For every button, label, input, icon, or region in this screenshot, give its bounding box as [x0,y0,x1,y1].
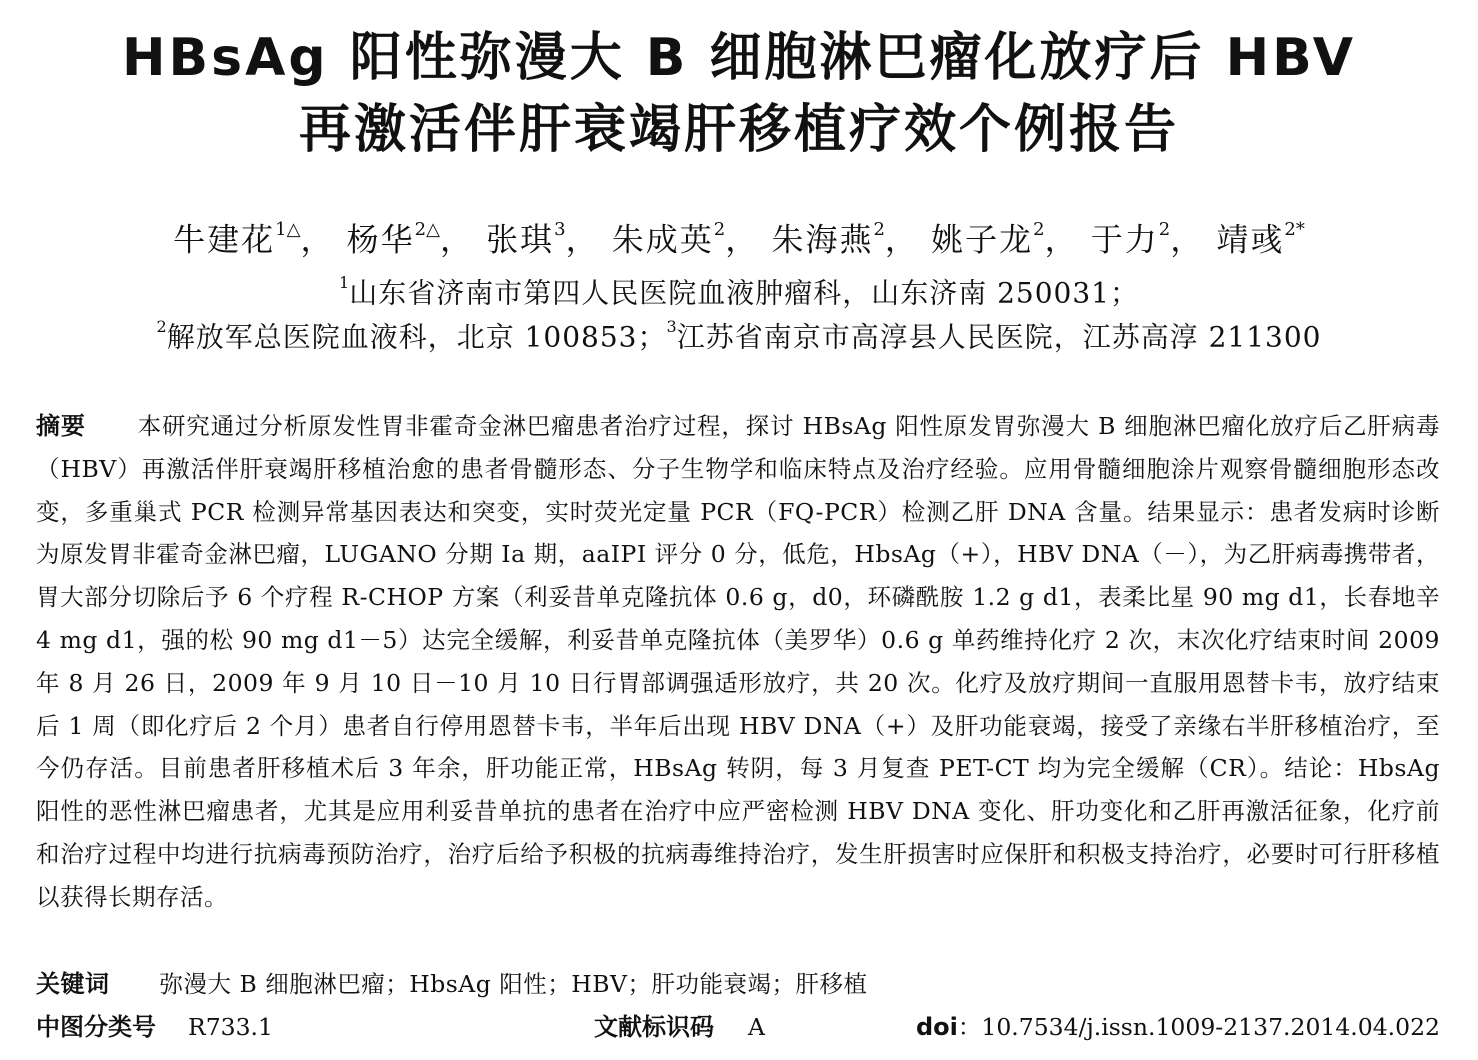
author-name: 朱成英 [611,220,714,259]
doi-label: doi [915,1013,958,1041]
clc-value: R733.1 [188,1013,273,1041]
author-name: 张琪 [486,220,555,259]
author-affiliation-mark: 1△ [275,219,301,240]
affiliation-mark: 2 [156,317,167,336]
author-name: 朱海燕 [771,220,874,259]
affiliation-line-2 [40,312,1438,356]
author-affiliation-mark: 3 [554,219,566,240]
classification-row [36,1007,1440,1047]
clc-label: 中图分类号 [36,1013,156,1041]
keywords-text: 弥漫大 B 细胞淋巴瘤；HbsAg 阳性；HBV；肝功能衰竭；肝移植 [159,970,868,998]
author-affiliation-mark: 2 [713,219,726,240]
abstract-text: 本研究通过分析原发性胃非霍奇金淋巴瘤患者治疗过程，探讨 HBsAg 阳性原发胃弥漫大 B 细胞淋巴瘤化放疗后乙肝病毒（HBV）再激活伴肝衰竭肝移植治愈的患者骨髓形态、分子生物学和临床特点及治疗经验。应用骨髓细胞涂片观察骨髓细胞形态改变，多重巢式 PCR 检测异常基因表达和突变，实时荧光定量 PCR（FQ-PCR）检测乙肝 DNA 含量。结果显示：患者发病时诊断为原发胃非霍奇金淋巴瘤，LUGANO 分期 Ⅰa 期，aaIPI 评分 0 分，低危，HbsAg（+），HBV DNA（－），为乙肝病毒携带者，胃大部分切除后予 6 个疗程 R-CHOP 方案（利妥昔单克隆抗体 0.6 g，d0，环磷酰胺 1.2 g d1，表柔比星 90 mg d1，长春地辛 4 mg d1，强的松 90 mg d1－5）达完全缓解，利妥昔单克隆抗体（美罗华）0.6 g 单药维持化疗 2 次，末次化疗结束时间 2009 年 8 月 26 日，2009 年 9 月 10 日－10 月 10 日行胃部调强适形放疗，共 20 次。化疗及放疗期间一直服用恩替卡韦，放疗结束后 1 周（即化疗后 2 个月）患者自行停用恩替卡韦，半年后出现 HBV DNA（+）及肝功能衰竭，接受了亲缘右半肝移植治疗，至今仍存活。目前患者肝移植术后 3 年余，肝功能正常，HBsAg 转阴，每 3 月复查 PET-CT 均为完全缓解（CR）。结论：HbsAg 阳性的恶性淋巴瘤患者，尤其是应用利妥昔单抗的患者在治疗中应严密检测 HBV DNA 变化、肝功变化和乙肝再激活征象，化疗前和治疗过程中均进行抗病毒预防治疗，治疗后给予积极的抗病毒维持治疗，发生肝损害时应保肝和积极支持治疗，必要时可行肝移植以获得长期存活。 [36,412,1440,911]
affiliation-mark: 3 [666,317,677,336]
doi [916,1007,1440,1047]
keywords [36,964,1440,1004]
abstract-label: 摘要 [36,412,86,440]
clc-number [36,1007,273,1047]
paper-title-line-2: 再激活伴肝衰竭肝移植疗效个例报告 [298,100,1179,160]
affiliation-text: 山东省济南市第四人民医院血液肿瘤科，山东济南 250031； [349,276,1139,310]
paper-title-line-1: HBsAg 阳性弥漫大 B 细胞淋巴瘤化放疗后 HBV [122,28,1356,88]
affiliation-line-1 [40,268,1438,312]
document-code-value: A [748,1013,765,1041]
author-affiliation-mark: 2 [873,219,885,240]
keywords-label: 关键词 [36,970,110,998]
author-affiliation-mark: 2 [1158,219,1171,240]
author-name: 姚子龙 [931,220,1034,259]
author-name: 杨华 [346,220,415,259]
author-name: 靖彧 [1216,220,1285,259]
doi-value: ：10.7534/j.issn.1009-2137.2014.04.022 [957,1013,1440,1041]
document-code-label: 文献标识码 [594,1013,714,1041]
author-list: 牛建花$^{1\triangle}$， 杨华$^{2\triangle}$， 张琪$^3$， 朱成英$^2$， 朱海燕$^2$， 姚子龙$^2$， 于力$^2$， 靖彧$^{2*}$ [173,219,1305,259]
author-affiliation-mark: 2△ [414,219,440,240]
author-name: 牛建花 [173,220,276,259]
abstract [36,405,1440,919]
author-name: 于力 [1090,220,1159,259]
affiliation-text: 解放军总医院血液科，北京 100853； [166,320,667,354]
author-affiliation-mark: 2* [1284,219,1305,240]
affiliation-text: 江苏省南京市高淳县人民医院，江苏高淳 211300 [676,320,1322,354]
document-code [594,1007,765,1047]
affiliation-mark: 1 [339,273,350,292]
author-affiliation-mark: 2 [1033,219,1045,240]
